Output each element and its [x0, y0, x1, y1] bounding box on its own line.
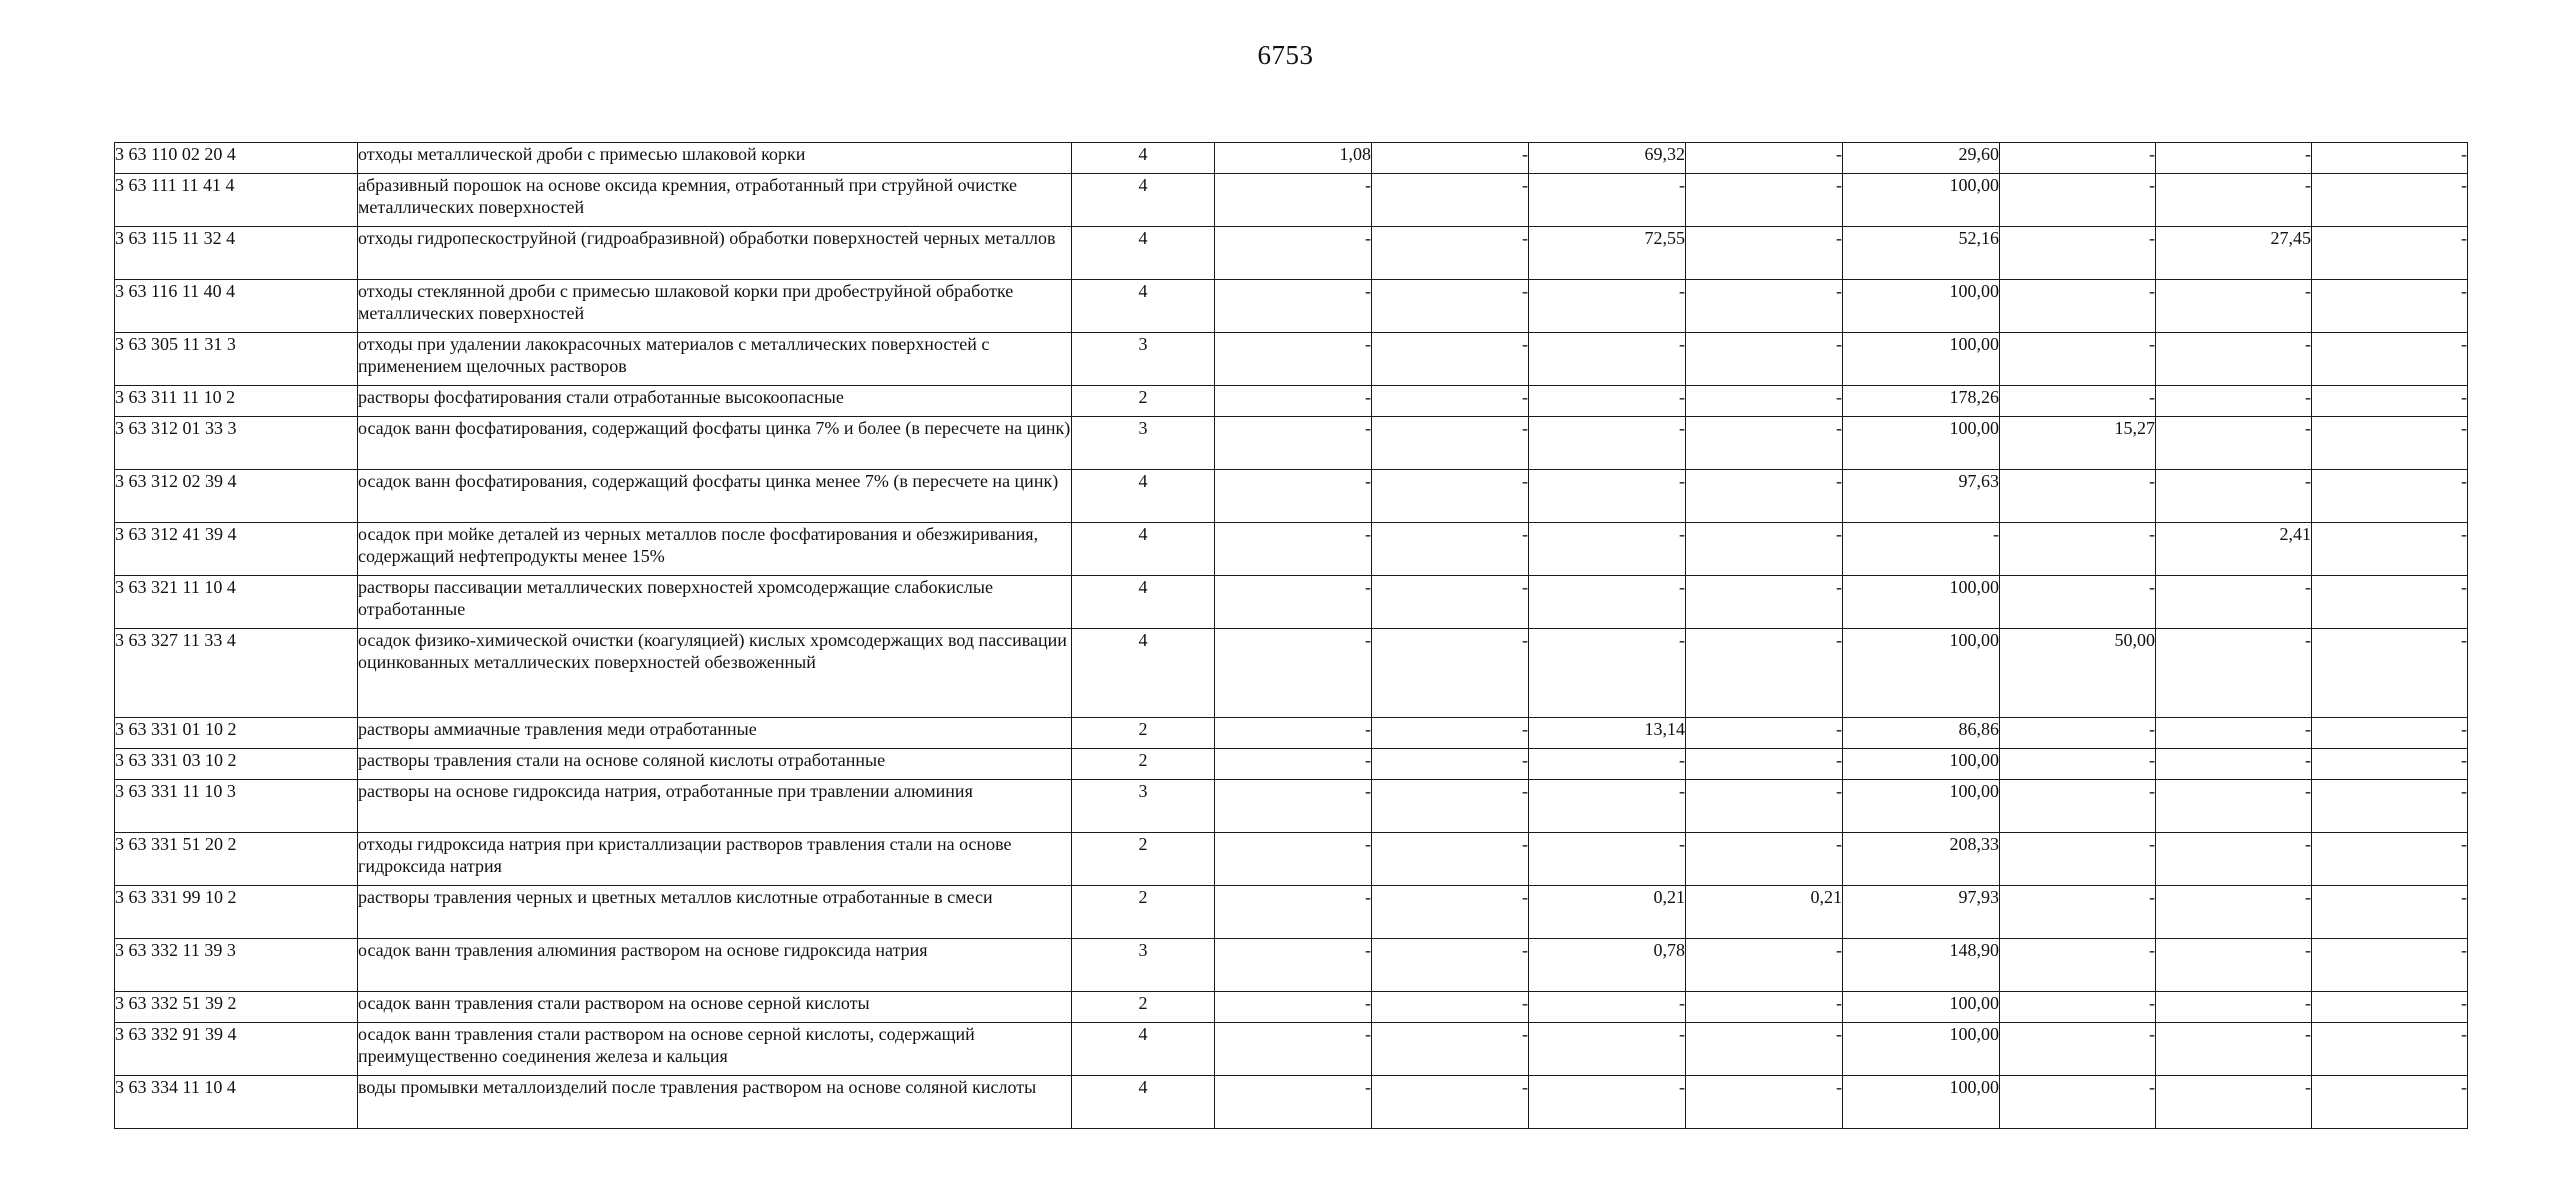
value-cell: - — [1215, 174, 1372, 227]
value-cell: - — [2000, 992, 2156, 1023]
value-cell: - — [1215, 576, 1372, 629]
value-cell: - — [2312, 386, 2468, 417]
waste-code-cell: 3 63 331 03 10 2 — [115, 749, 358, 780]
hazard-class-cell: 4 — [1072, 523, 1215, 576]
value-cell: - — [2000, 576, 2156, 629]
value-cell: - — [2312, 227, 2468, 280]
value-cell: - — [2312, 174, 2468, 227]
value-cell: - — [2156, 1023, 2312, 1076]
value-cell: - — [1686, 749, 1843, 780]
value-cell: - — [2000, 143, 2156, 174]
value-cell: 69,32 — [1529, 143, 1686, 174]
value-cell: - — [2156, 386, 2312, 417]
value-cell: - — [2156, 886, 2312, 939]
value-cell: - — [1686, 939, 1843, 992]
table-row — [115, 749, 2468, 780]
value-cell: - — [1529, 280, 1686, 333]
value-cell: - — [1686, 1023, 1843, 1076]
value-cell: - — [1686, 780, 1843, 833]
value-cell: - — [1372, 718, 1529, 749]
value-cell: 15,27 — [2000, 417, 2156, 470]
hazard-class-cell: 3 — [1072, 939, 1215, 992]
value-cell: - — [1372, 174, 1529, 227]
waste-name-cell: отходы стеклянной дроби с примесью шлаковой корки при дробеструйной обработке металлических поверхностей — [358, 280, 1072, 333]
value-cell: - — [1686, 992, 1843, 1023]
waste-name-cell: отходы гидропескоструйной (гидроабразивной) обработки поверхностей черных металлов — [358, 227, 1072, 280]
waste-name-cell: осадок ванн травления алюминия раствором на основе гидроксида натрия — [358, 939, 1072, 992]
value-cell: - — [2312, 280, 2468, 333]
table-row — [115, 833, 2468, 886]
waste-code-cell: 3 63 327 11 33 4 — [115, 629, 358, 718]
value-cell: - — [1686, 227, 1843, 280]
value-cell: - — [1529, 576, 1686, 629]
value-cell: - — [1215, 886, 1372, 939]
value-cell: - — [1843, 523, 2000, 576]
value-cell: - — [1215, 833, 1372, 886]
value-cell: - — [2000, 1076, 2156, 1129]
value-cell: - — [1372, 780, 1529, 833]
value-cell: - — [2156, 629, 2312, 718]
value-cell: 100,00 — [1843, 780, 2000, 833]
waste-name-cell: растворы фосфатирования стали отработанные высокоопасные — [358, 386, 1072, 417]
waste-name-cell: абразивный порошок на основе оксида кремния, отработанный при струйной очистке металлических поверхностей — [358, 174, 1072, 227]
value-cell: 100,00 — [1843, 576, 2000, 629]
value-cell: - — [2000, 470, 2156, 523]
waste-name-cell: отходы металлической дроби с примесью шлаковой корки — [358, 143, 1072, 174]
value-cell: - — [2312, 1076, 2468, 1129]
table-row — [115, 280, 2468, 333]
value-cell: - — [2000, 280, 2156, 333]
table-row — [115, 939, 2468, 992]
value-cell: - — [1215, 470, 1372, 523]
waste-code-cell: 3 63 116 11 40 4 — [115, 280, 358, 333]
value-cell: 100,00 — [1843, 749, 2000, 780]
hazard-class-cell: 4 — [1072, 629, 1215, 718]
value-cell: 52,16 — [1843, 227, 2000, 280]
value-cell: 86,86 — [1843, 718, 2000, 749]
value-cell: - — [2156, 280, 2312, 333]
value-cell: - — [1686, 1076, 1843, 1129]
value-cell: - — [1372, 333, 1529, 386]
value-cell: 100,00 — [1843, 1023, 2000, 1076]
value-cell: - — [2312, 992, 2468, 1023]
value-cell: - — [1529, 470, 1686, 523]
value-cell: - — [2312, 523, 2468, 576]
value-cell: - — [1215, 939, 1372, 992]
value-cell: 72,55 — [1529, 227, 1686, 280]
waste-composition-table — [114, 142, 2468, 1129]
value-cell: - — [2156, 939, 2312, 992]
hazard-class-cell: 2 — [1072, 718, 1215, 749]
value-cell: 1,08 — [1215, 143, 1372, 174]
value-cell: - — [1372, 417, 1529, 470]
value-cell: - — [1529, 523, 1686, 576]
value-cell: 100,00 — [1843, 280, 2000, 333]
value-cell: - — [1372, 386, 1529, 417]
value-cell: - — [1372, 886, 1529, 939]
table-row — [115, 576, 2468, 629]
value-cell: - — [2156, 718, 2312, 749]
value-cell: 0,21 — [1529, 886, 1686, 939]
table-row — [115, 886, 2468, 939]
value-cell: 97,63 — [1843, 470, 2000, 523]
table-row — [115, 718, 2468, 749]
value-cell: - — [2000, 333, 2156, 386]
waste-code-cell: 3 63 305 11 31 3 — [115, 333, 358, 386]
value-cell: - — [2312, 333, 2468, 386]
waste-code-cell: 3 63 321 11 10 4 — [115, 576, 358, 629]
value-cell: - — [1686, 386, 1843, 417]
value-cell: - — [2000, 718, 2156, 749]
value-cell: 100,00 — [1843, 629, 2000, 718]
value-cell: - — [1372, 992, 1529, 1023]
value-cell: - — [1686, 523, 1843, 576]
value-cell: - — [1372, 833, 1529, 886]
waste-name-cell: растворы травления стали на основе соляной кислоты отработанные — [358, 749, 1072, 780]
value-cell: - — [2000, 749, 2156, 780]
waste-code-cell: 3 63 331 99 10 2 — [115, 886, 358, 939]
hazard-class-cell: 2 — [1072, 749, 1215, 780]
hazard-class-cell: 4 — [1072, 1076, 1215, 1129]
value-cell: - — [1686, 629, 1843, 718]
value-cell: - — [1686, 718, 1843, 749]
value-cell: 100,00 — [1843, 333, 2000, 386]
waste-code-cell: 3 63 115 11 32 4 — [115, 227, 358, 280]
value-cell: - — [1529, 749, 1686, 780]
value-cell: - — [2000, 886, 2156, 939]
hazard-class-cell: 4 — [1072, 576, 1215, 629]
value-cell: - — [1686, 143, 1843, 174]
value-cell: - — [1372, 576, 1529, 629]
waste-name-cell: осадок при мойке деталей из черных металлов после фосфатирования и обезжиривания, содержащий нефтепродукты менее 15% — [358, 523, 1072, 576]
value-cell: 13,14 — [1529, 718, 1686, 749]
value-cell: - — [1529, 1076, 1686, 1129]
value-cell: - — [1372, 143, 1529, 174]
value-cell: - — [2312, 939, 2468, 992]
waste-name-cell: растворы на основе гидроксида натрия, отработанные при травлении алюминия — [358, 780, 1072, 833]
table-row — [115, 386, 2468, 417]
value-cell: 208,33 — [1843, 833, 2000, 886]
value-cell: - — [2000, 523, 2156, 576]
value-cell: - — [1529, 386, 1686, 417]
value-cell: 0,78 — [1529, 939, 1686, 992]
waste-code-cell: 3 63 331 11 10 3 — [115, 780, 358, 833]
value-cell: - — [1372, 939, 1529, 992]
waste-name-cell: осадок ванн фосфатирования, содержащий фосфаты цинка 7% и более (в пересчете на цинк) — [358, 417, 1072, 470]
value-cell: - — [1686, 280, 1843, 333]
value-cell: - — [1372, 629, 1529, 718]
hazard-class-cell: 3 — [1072, 780, 1215, 833]
value-cell: - — [1215, 333, 1372, 386]
value-cell: - — [1372, 1076, 1529, 1129]
table-row — [115, 174, 2468, 227]
hazard-class-cell: 3 — [1072, 417, 1215, 470]
value-cell: - — [2156, 780, 2312, 833]
value-cell: - — [2156, 1076, 2312, 1129]
value-cell: - — [2312, 749, 2468, 780]
value-cell: - — [2312, 833, 2468, 886]
value-cell: - — [1215, 386, 1372, 417]
hazard-class-cell: 2 — [1072, 833, 1215, 886]
value-cell: 178,26 — [1843, 386, 2000, 417]
value-cell: - — [1529, 417, 1686, 470]
waste-name-cell: воды промывки металлоизделий после травления раствором на основе соляной кислоты — [358, 1076, 1072, 1129]
table-row — [115, 227, 2468, 280]
value-cell: - — [1372, 470, 1529, 523]
value-cell: - — [1215, 992, 1372, 1023]
waste-name-cell: осадок ванн травления стали раствором на основе серной кислоты — [358, 992, 1072, 1023]
value-cell: - — [1686, 333, 1843, 386]
value-cell: - — [1215, 749, 1372, 780]
value-cell: - — [1215, 718, 1372, 749]
value-cell: - — [1686, 470, 1843, 523]
waste-name-cell: отходы при удалении лакокрасочных материалов с металлических поверхностей с применением щелочных растворов — [358, 333, 1072, 386]
table-row — [115, 470, 2468, 523]
waste-code-cell: 3 63 331 01 10 2 — [115, 718, 358, 749]
waste-code-cell: 3 63 312 41 39 4 — [115, 523, 358, 576]
value-cell: - — [2000, 833, 2156, 886]
hazard-class-cell: 4 — [1072, 470, 1215, 523]
value-cell: - — [1372, 749, 1529, 780]
value-cell: - — [2312, 576, 2468, 629]
waste-code-cell: 3 63 331 51 20 2 — [115, 833, 358, 886]
value-cell: - — [1529, 1023, 1686, 1076]
table-row — [115, 523, 2468, 576]
value-cell: - — [1686, 174, 1843, 227]
hazard-class-cell: 4 — [1072, 1023, 1215, 1076]
value-cell: - — [1372, 1023, 1529, 1076]
value-cell: - — [1529, 174, 1686, 227]
value-cell: - — [1529, 780, 1686, 833]
value-cell: 100,00 — [1843, 174, 2000, 227]
waste-code-cell: 3 63 332 11 39 3 — [115, 939, 358, 992]
value-cell: - — [2000, 174, 2156, 227]
table-row — [115, 333, 2468, 386]
value-cell: 100,00 — [1843, 992, 2000, 1023]
value-cell: - — [2312, 470, 2468, 523]
value-cell: - — [1686, 833, 1843, 886]
hazard-class-cell: 2 — [1072, 886, 1215, 939]
value-cell: - — [2156, 470, 2312, 523]
value-cell: - — [1215, 417, 1372, 470]
hazard-class-cell: 2 — [1072, 992, 1215, 1023]
waste-name-cell: растворы травления черных и цветных металлов кислотные отработанные в смеси — [358, 886, 1072, 939]
value-cell: - — [2000, 780, 2156, 833]
waste-name-cell: отходы гидроксида натрия при кристаллизации растворов травления стали на основе гидроксида натрия — [358, 833, 1072, 886]
hazard-class-cell: 3 — [1072, 333, 1215, 386]
value-cell: - — [1686, 417, 1843, 470]
value-cell: - — [1215, 1023, 1372, 1076]
value-cell: - — [1529, 833, 1686, 886]
waste-name-cell: растворы пассивации металлических поверхностей хромсодержащие слабокислые отработанные — [358, 576, 1072, 629]
value-cell: - — [1686, 576, 1843, 629]
value-cell: - — [1215, 629, 1372, 718]
hazard-class-cell: 4 — [1072, 280, 1215, 333]
hazard-class-cell: 4 — [1072, 174, 1215, 227]
value-cell: - — [1372, 227, 1529, 280]
value-cell: - — [1215, 227, 1372, 280]
value-cell: 2,41 — [2156, 523, 2312, 576]
value-cell: - — [2000, 386, 2156, 417]
value-cell: 29,60 — [1843, 143, 2000, 174]
table-row — [115, 629, 2468, 718]
value-cell: 97,93 — [1843, 886, 2000, 939]
value-cell: 100,00 — [1843, 417, 2000, 470]
table-row — [115, 992, 2468, 1023]
table-body — [115, 143, 2468, 1129]
value-cell: - — [1215, 280, 1372, 333]
waste-name-cell: осадок ванн травления стали раствором на основе серной кислоты, содержащий преимущественно соединения железа и кальция — [358, 1023, 1072, 1076]
waste-code-cell: 3 63 311 11 10 2 — [115, 386, 358, 417]
table-row — [115, 780, 2468, 833]
value-cell: - — [1372, 523, 1529, 576]
waste-code-cell: 3 63 334 11 10 4 — [115, 1076, 358, 1129]
waste-name-cell: осадок ванн фосфатирования, содержащий фосфаты цинка менее 7% (в пересчете на цинк) — [358, 470, 1072, 523]
value-cell: - — [2312, 886, 2468, 939]
value-cell: 0,21 — [1686, 886, 1843, 939]
table-row — [115, 417, 2468, 470]
waste-code-cell: 3 63 111 11 41 4 — [115, 174, 358, 227]
value-cell: - — [2156, 333, 2312, 386]
value-cell: 148,90 — [1843, 939, 2000, 992]
hazard-class-cell: 4 — [1072, 143, 1215, 174]
value-cell: - — [2312, 718, 2468, 749]
value-cell: - — [2312, 780, 2468, 833]
value-cell: - — [2156, 749, 2312, 780]
waste-code-cell: 3 63 110 02 20 4 — [115, 143, 358, 174]
hazard-class-cell: 4 — [1072, 227, 1215, 280]
hazard-class-cell: 2 — [1072, 386, 1215, 417]
page-number: 6753 — [1257, 40, 1314, 70]
value-cell: 27,45 — [2156, 227, 2312, 280]
value-cell: - — [1215, 523, 1372, 576]
waste-name-cell: осадок физико-химической очистки (коагуляцией) кислых хромсодержащих вод пассивации оцинкованных металлических поверхностей обезвоженный — [358, 629, 1072, 718]
waste-code-cell: 3 63 312 02 39 4 — [115, 470, 358, 523]
value-cell: - — [2156, 833, 2312, 886]
value-cell: - — [1215, 1076, 1372, 1129]
value-cell: - — [2312, 1023, 2468, 1076]
value-cell: - — [2156, 417, 2312, 470]
value-cell: - — [2156, 992, 2312, 1023]
waste-name-cell: растворы аммиачные травления меди отработанные — [358, 718, 1072, 749]
value-cell: - — [2312, 417, 2468, 470]
value-cell: - — [2156, 143, 2312, 174]
value-cell: - — [2156, 174, 2312, 227]
value-cell: - — [1215, 780, 1372, 833]
table-row — [115, 143, 2468, 174]
waste-code-cell: 3 63 332 51 39 2 — [115, 992, 358, 1023]
waste-code-cell: 3 63 312 01 33 3 — [115, 417, 358, 470]
value-cell: - — [1529, 629, 1686, 718]
value-cell: - — [2312, 629, 2468, 718]
value-cell: - — [2000, 1023, 2156, 1076]
table-row — [115, 1076, 2468, 1129]
value-cell: - — [1372, 280, 1529, 333]
value-cell: - — [1529, 992, 1686, 1023]
waste-code-cell: 3 63 332 91 39 4 — [115, 1023, 358, 1076]
value-cell: - — [1529, 333, 1686, 386]
value-cell: 50,00 — [2000, 629, 2156, 718]
value-cell: - — [2312, 143, 2468, 174]
table-row — [115, 1023, 2468, 1076]
value-cell: - — [2156, 576, 2312, 629]
value-cell: - — [2000, 227, 2156, 280]
value-cell: - — [2000, 939, 2156, 992]
value-cell: 100,00 — [1843, 1076, 2000, 1129]
